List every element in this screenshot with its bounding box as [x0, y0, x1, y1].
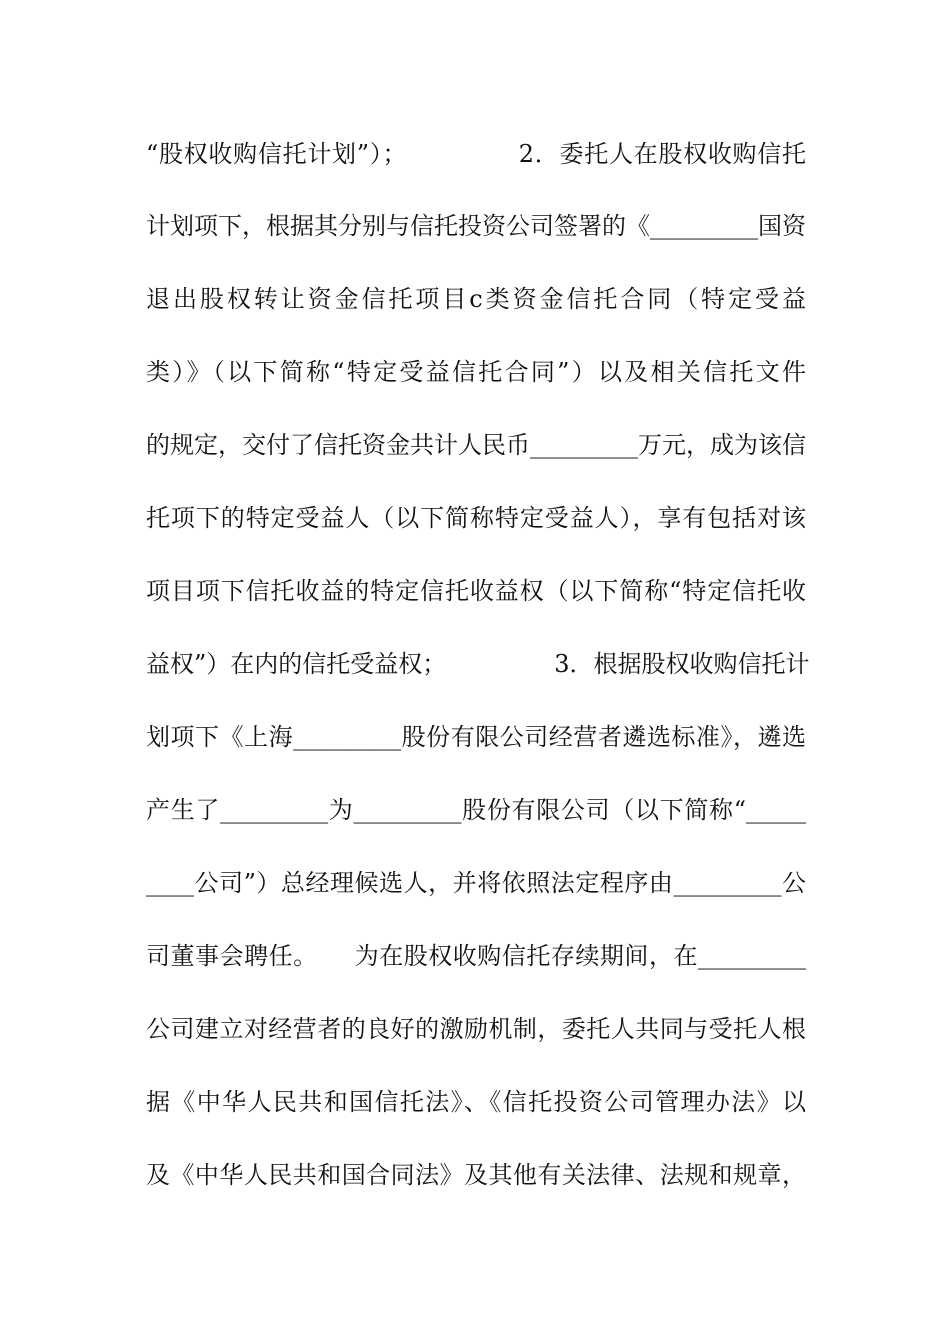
text-line-5: 的规定，交付了信托资金共计人民币_________万元，成为该信	[146, 431, 806, 459]
text-line-14: 据《中华人民共和国信托法》、《信托投资公司管理办法》以	[146, 1088, 806, 1116]
text-line-12: 司董事会聘任。 为在股权收购信托存续期间，在_________	[146, 942, 806, 970]
text-line-9: 划项下《上海_________股份有限公司经营者遴选标准》，遴选	[146, 723, 806, 751]
text-line-8: 益权”）在内的信托受益权； 3．根据股权收购信托计	[146, 650, 810, 678]
text-line-6: 托项下的特定受益人（以下简称特定受益人），享有包括对该	[146, 504, 806, 532]
text-line-10: 产生了_________为_________股份有限公司（以下简称“_____	[146, 796, 806, 824]
text-line-13: 公司建立对经营者的良好的激励机制，委托人共同与受托人根	[146, 1015, 806, 1043]
text-line-2: 计划项下，根据其分别与信托投资公司签署的《_________国资	[146, 212, 806, 240]
text-line-11: ____公司”）总经理候选人，并将依照法定程序由_________公	[146, 869, 806, 897]
text-line-15: 及《中华人民共和国合同法》及其他有关法律、法规和规章，	[146, 1161, 806, 1189]
text-line-7: 项目项下信托收益的特定信托收益权（以下简称“特定信托收	[146, 577, 806, 605]
text-line-4: 类）》（以下简称“特定受益信托合同”）以及相关信托文件	[146, 358, 806, 386]
text-line-3: 退出股权转让资金信托项目c类资金信托合同（特定受益	[146, 285, 806, 313]
text-line-1: “股权收购信托计划”）； 2．委托人在股权收购信托	[146, 140, 806, 168]
